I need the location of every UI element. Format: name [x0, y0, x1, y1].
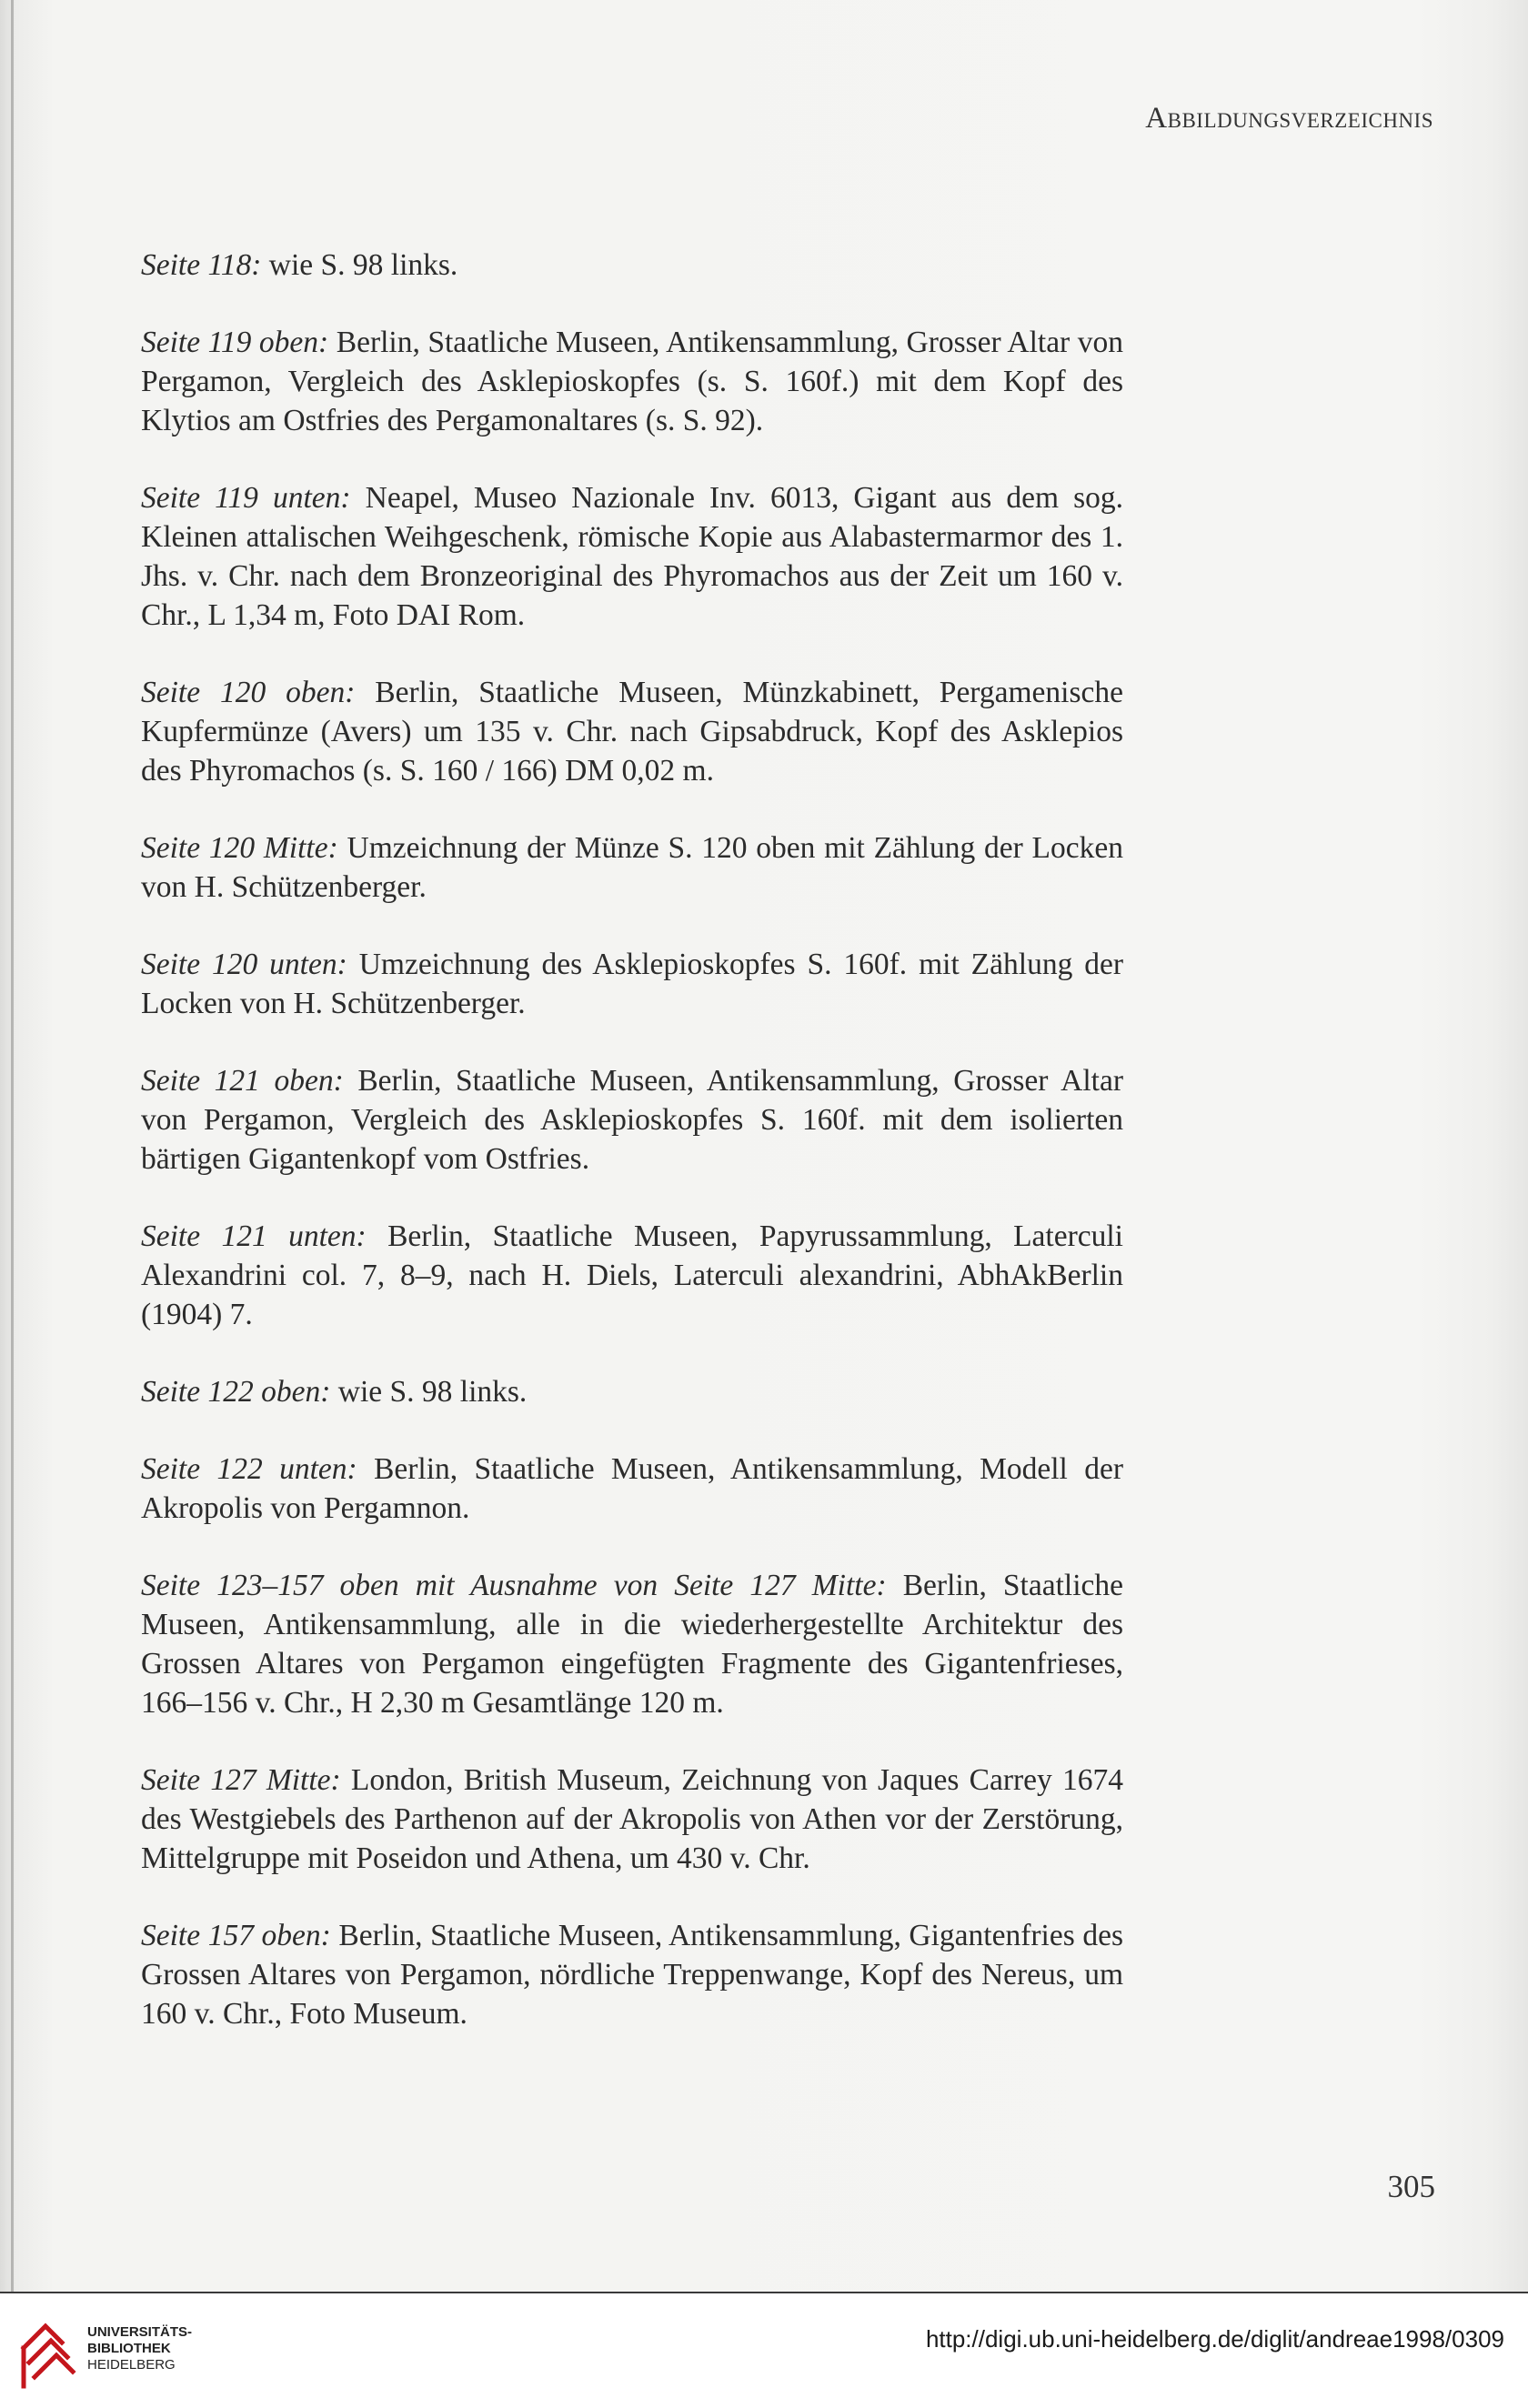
index-entry	[141, 246, 1123, 285]
library-name	[87, 2324, 192, 2373]
index-entry	[141, 323, 1123, 440]
entry-text: wie S. 98 links.	[261, 248, 458, 282]
entry-text: Berlin, Staatliche Museen, Antikensammlung, Modell der Akropolis von Pergamnon.	[141, 1452, 1123, 1525]
entry-reference: Seite 120 Mitte:	[141, 831, 338, 865]
index-entry	[141, 1450, 1123, 1528]
index-entry	[141, 945, 1123, 1023]
entry-text: Umzeichnung der Münze S. 120 oben mit Zählung der Locken von H. Schützenberger.	[141, 831, 1123, 904]
index-entry	[141, 828, 1123, 907]
library-name-line: BIBLIOTHEK	[87, 2341, 171, 2356]
entry-reference: Seite 157 oben:	[141, 1919, 331, 1952]
index-entry	[141, 478, 1123, 635]
index-entry	[141, 1372, 1123, 1411]
entry-reference: Seite 120 oben:	[141, 676, 356, 709]
running-header: Abbildungsverzeichnis	[1145, 102, 1433, 135]
entry-text: London, British Museum, Zeichnung von Jaques Carrey 1674 des Westgiebels des Parthenon auf der Akropolis von Athen vor der Zerstörung, Mittelgruppe mit Poseidon und Athena, um 430 v. Chr.	[141, 1763, 1123, 1875]
index-entry	[141, 1916, 1123, 2033]
entry-reference: Seite 119 unten:	[141, 481, 351, 515]
entry-reference: Seite 123–157 oben mit Ausnahme von Seite 127 Mitte:	[141, 1569, 887, 1602]
entry-text: Berlin, Staatliche Museen, Münzkabinett, Pergamenische Kupfermünze (Avers) um 135 v. Chr. nach Gipsabdruck, Kopf des Asklepios des Phyromachos (s. S. 160 / 166) DM 0,02 m.	[141, 676, 1123, 788]
entry-reference: Seite 120 unten:	[141, 948, 347, 981]
entry-reference: Seite 122 oben:	[141, 1375, 331, 1409]
entry-text: Berlin, Staatliche Museen, Papyrussammlung, Laterculi Alexandrini col. 7, 8–9, nach H. Diels, Laterculi alexandrini, AbhAkBerlin (1904) 7.	[141, 1219, 1123, 1331]
library-logo-icon	[16, 2310, 80, 2392]
library-footer	[0, 2292, 1528, 2408]
index-entry	[141, 1061, 1123, 1179]
entry-text: Berlin, Staatliche Museen, Antikensammlung, Grosser Altar von Pergamon, Vergleich des Asklepioskopfes S. 160f. mit dem isolierten bärtigen Gigantenkopf vom Ostfries.	[141, 1064, 1123, 1176]
entry-text: Berlin, Staatliche Museen, Antikensammlung, alle in die wiederhergestellte Architektur des Grossen Altares von Pergamon eingefügten Fragmente des Gigantenfrieses, 166–156 v. Chr., H 2,30 m Gesamtlänge 120 m.	[141, 1569, 1124, 1720]
entry-text: Umzeichnung des Asklepioskopfes S. 160f. mit Zählung der Locken von H. Schützenberger.	[141, 948, 1124, 1020]
entry-reference: Seite 119 oben:	[141, 326, 329, 359]
page-number: 305	[1387, 2169, 1435, 2204]
entry-text: Berlin, Staatliche Museen, Antikensammlung, Grosser Altar von Pergamon, Vergleich des Asklepioskopfes (s. S. 160f.) mit dem Kopf des Klytios am Ostfries des Pergamonaltares (s. S. 92).	[141, 326, 1123, 437]
entry-reference: Seite 121 unten:	[141, 1219, 367, 1253]
entry-reference: Seite 118:	[141, 248, 262, 282]
binding-edge	[11, 0, 14, 2292]
source-url-link[interactable]: http://digi.ub.uni-heidelberg.de/diglit/andreae1998/0309	[925, 2325, 1504, 2353]
entry-text: wie S. 98 links.	[330, 1375, 528, 1409]
figure-index-list	[141, 246, 1123, 2072]
entry-text: Neapel, Museo Nazionale Inv. 6013, Gigant aus dem sog. Kleinen attalischen Weihgeschenk, römische Kopie aus Alabastermarmor des 1. Jhs. v. Chr. nach dem Bronzeoriginal des Phyromachos aus der Zeit um 160 v. Chr., L 1,34 m, Foto DAI Rom.	[141, 481, 1123, 632]
index-entry	[141, 1217, 1123, 1334]
entry-reference: Seite 127 Mitte:	[141, 1763, 341, 1797]
index-entry	[141, 1566, 1123, 1722]
library-name-line: UNIVERSITÄTS-	[87, 2324, 193, 2340]
entry-text: Berlin, Staatliche Museen, Antikensammlung, Gigantenfries des Grossen Altares von Pergamon, nördliche Treppenwange, Kopf des Nereus, um 160 v. Chr., Foto Museum.	[141, 1919, 1123, 2031]
index-entry	[141, 1761, 1123, 1878]
library-name-line: HEIDELBERG	[87, 2357, 176, 2373]
entry-reference: Seite 122 unten:	[141, 1452, 357, 1486]
index-entry	[141, 673, 1123, 790]
entry-reference: Seite 121 oben:	[141, 1064, 344, 1098]
